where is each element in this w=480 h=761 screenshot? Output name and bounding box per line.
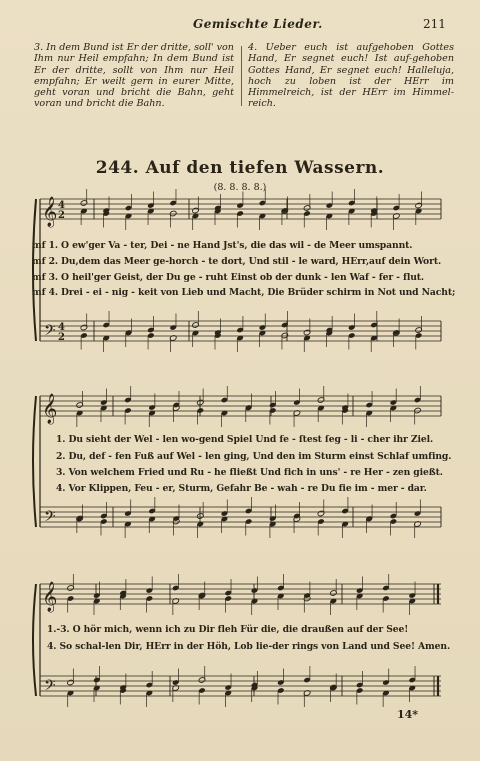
lyric-line: mf 1. O ew'ger Va - ter, Dei - ne Hand Jst's, die das wil - de Meer umspannt. [32, 240, 413, 251]
time-signature: 4 [58, 322, 65, 333]
stanza-3-text: 3. In dem Bund ist Er der dritte, soll' von Ihm nur Heil empfahn; In dem Bund ist Er der dritte, sollt von Ihm nur Heil empfahn; Er weilt gern in eurer Mitte, geht voran und bricht die Bahn, geht voran und bricht die Bahn. [34, 42, 234, 110]
lyric-line: 1. Du sieht der Wel - len wo-gend Spiel Und fe - ſtest ſeg - li - cher ihr Ziel. [56, 434, 434, 445]
page-number: 211 [423, 17, 446, 31]
time-signature: 2 [58, 332, 65, 343]
hymn-meter: (8. 8. 8. 8.) [213, 182, 267, 193]
treble-clef-icon: 𝄞 [42, 197, 58, 227]
lyric-line: 3. Von welchem Fried und Ru - he fließt Und fich in uns' - re Her - zen gießt. [56, 467, 443, 478]
bass-clef-icon: 𝄢 [44, 508, 56, 529]
lyric-line: 2. Du, def - fen Fuß auf Wel - len ging, Und den im Sturm einst Schlaf umfing. [56, 451, 452, 462]
lyric-line: 1.-3. O hör mich, wenn ich zu Dir fleh Für die, die draußen auf der See! [47, 624, 409, 635]
bass-staff-2 [40, 507, 441, 527]
treble-clef-icon: 𝄞 [42, 394, 58, 424]
treble-staff-1 [40, 199, 441, 219]
treble-clef-icon: 𝄞 [42, 582, 58, 612]
lyric-line: 4. So schal-len Dir, HErr in der Höh, Lob lie-der rings von Land und See! Amen. [47, 641, 451, 652]
lyric-line: mf 3. O heil'ger Geist, der Du ge - ruht Einst ob der dunk - len Waf - fer - flut. [32, 272, 425, 283]
signature-mark: 14* [397, 708, 419, 721]
lyric-line: mf 2. Du,dem das Meer ge-horch - te dort, Und stil - le ward, HErr,auf dein Wort. [32, 256, 442, 267]
section-title: Gemischte Lieder. [193, 17, 323, 31]
treble-staff-3 [40, 584, 441, 604]
time-signature: 2 [58, 210, 65, 221]
stanza-4-text: 4. Ueber euch ist aufgehoben Gottes Hand, Er segnet euch! Ist auf-gehoben Gottes Hand, Er segnet euch! Halleluja, hoch zu loben ist der HErr im Himmelreich, ist der HErr im Himmel-reich. [248, 42, 454, 110]
bass-staff-3 [40, 676, 441, 696]
bass-clef-icon: 𝄢 [44, 322, 56, 343]
time-signature: 4 [58, 200, 65, 211]
lyric-line: mf 4. Drei - ei - nig - keit von Lieb und Macht, Die Brüder schirm in Not und Nacht; [32, 287, 456, 298]
lyric-line: 4. Vor Klippen, Feu - er, Sturm, Gefahr Be - wah - re Du fie im - mer - dar. [56, 483, 427, 494]
bass-clef-icon: 𝄢 [44, 677, 56, 698]
treble-staff-2 [40, 396, 441, 416]
hymn-title: 244. Auf den tiefen Wassern. [95, 158, 385, 178]
